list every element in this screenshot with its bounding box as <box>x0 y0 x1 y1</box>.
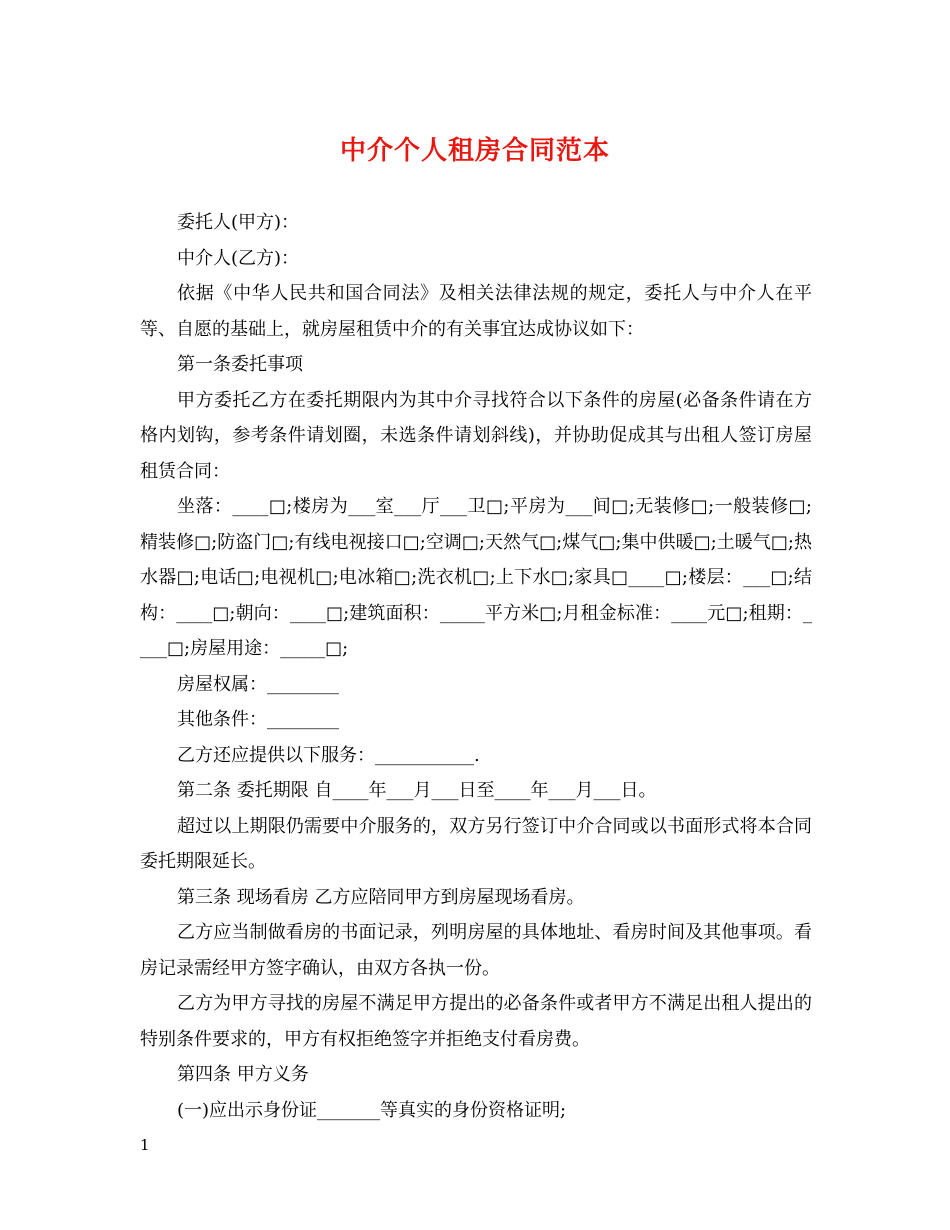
paragraph-other-conditions: 其他条件：________ <box>177 709 339 730</box>
paragraph-id-proof: (一)应出示身份证_______等真实的身份资格证明; <box>177 1099 567 1121</box>
paragraph-ownership: 房屋权属：________ <box>177 673 339 695</box>
article-1-heading: 第一条委托事项 <box>177 354 303 375</box>
article-4-heading: 第四条 甲方义务 <box>177 1064 309 1085</box>
paragraph-principal: 委托人(甲方)： <box>177 212 300 233</box>
paragraph-intermediary: 中介人(乙方)： <box>177 247 300 269</box>
paragraph-viewing-refusal: 乙方为甲方寻找的房屋不满足甲方提出的必备条件或者甲方不满足出租人提出的特别条件要求的，甲方有权拒绝签字并拒绝支付看房费。 <box>140 993 812 1050</box>
paragraph-commission: 甲方委托乙方在委托期限内为其中介寻找符合以下条件的房屋(必备条件请在方格内划钩，参考条件请划圈，未选条件请划斜线)，并协助促成其与出租人签订房屋租赁合同： <box>140 389 812 482</box>
paragraph-term-extension: 超过以上期限仍需要中介服务的，双方另行签订中介合同或以书面形式将本合同委托期限延长。 <box>140 815 812 872</box>
page-number: 1 <box>140 1136 150 1154</box>
document-title: 中介个人租房合同范本 <box>339 136 610 166</box>
paragraph-viewing-record: 乙方应当制做看房的书面记录，列明房屋的具体地址、看房时间及其他事项。看房记录需经甲方签字确认，由双方各执一份。 <box>140 922 812 979</box>
paragraph-house-conditions: 坐落：____□;楼房为___室___厅___卫□;平房为___间□;无装修□;一般装修□;精装修□;防盗门□;有线电视接口□;空调□;天然气□;煤气□;集中供暖□;土暖气□;热水器□;电话□;电视机□;电冰箱□;洗衣机□;上下水□;家具□____□;楼层：___□;结构：____□;朝向：____□;建筑面积：_____平方米□;月租金标准：____元□;租期：____□;房屋用途：_____□; <box>140 496 812 659</box>
article-2-term: 第二条 委托期限 自____年___月___日至____年___月___日。 <box>177 780 657 801</box>
paragraph-extra-services: 乙方还应提供以下服务：___________. <box>177 744 480 766</box>
paragraph-preamble: 依据《中华人民共和国合同法》及相关法律法规的规定，委托人与中介人在平等、自愿的基础上，就房屋租赁中介的有关事宜达成协议如下： <box>140 283 812 340</box>
article-3-viewing: 第三条 现场看房 乙方应陪同甲方到房屋现场看房。 <box>177 886 585 908</box>
document-body <box>140 205 812 1128</box>
